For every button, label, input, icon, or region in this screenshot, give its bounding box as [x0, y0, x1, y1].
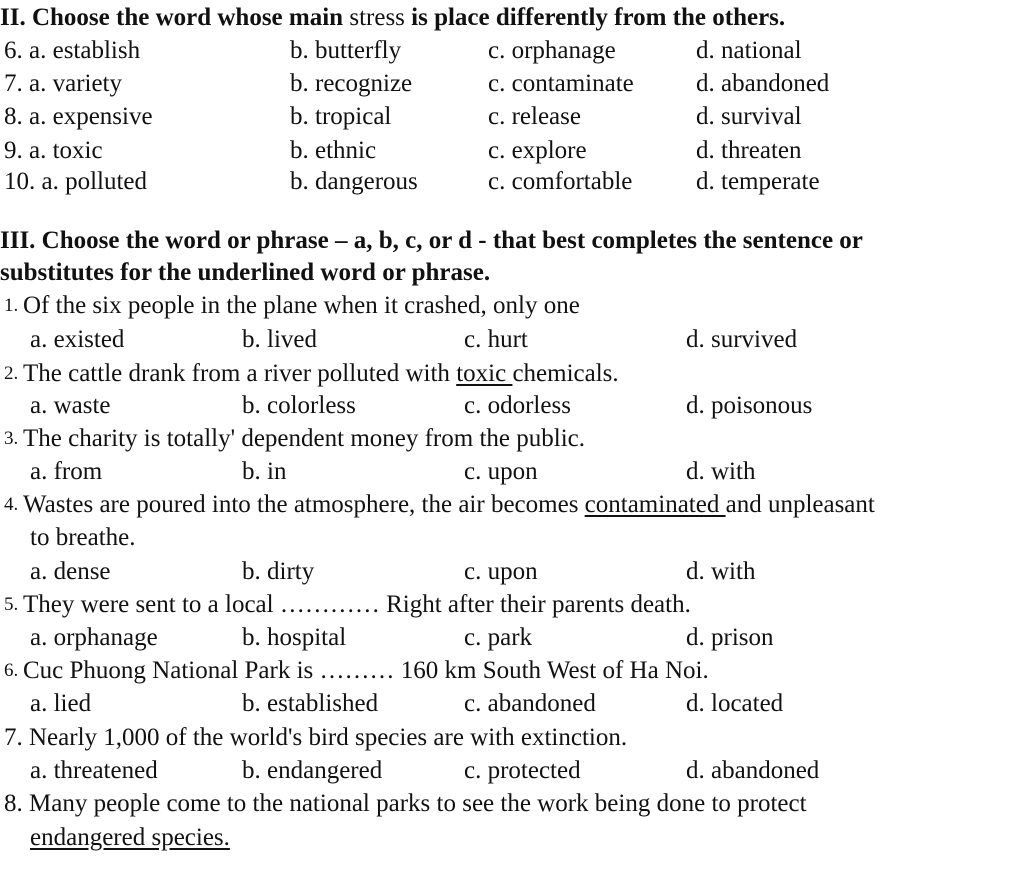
question-text	[23, 359, 619, 389]
option-a: 10. a. polluted	[4, 168, 148, 195]
option-a: a. existed	[30, 326, 125, 353]
question-text: They were sent to a local ………… Right after their parents death.	[23, 591, 691, 618]
option-b: b. hospital	[242, 624, 347, 651]
option-c: c. hurt	[464, 326, 528, 353]
option-c: c. odorless	[464, 392, 571, 419]
option-c: c. release	[488, 103, 581, 130]
question-number: 2.	[4, 363, 19, 384]
question-number: 3.	[4, 428, 19, 449]
question-text: 8. Many people come to the national parks to see the work being done to protect	[4, 790, 807, 817]
option-c: c. protected	[464, 757, 581, 784]
option-b: b. colorless	[242, 392, 356, 419]
option-b: b. endangered	[242, 757, 383, 784]
option-d: d. survived	[686, 326, 798, 353]
option-c: c. explore	[488, 137, 587, 164]
option-d: d. abandoned	[686, 757, 820, 784]
question-text: 7. Nearly 1,000 of the world's bird species are with extinction.	[4, 724, 628, 751]
title-part: II. Choose the word whose main	[0, 4, 350, 31]
option-a: 8. a. expensive	[4, 103, 153, 130]
option-c: c. abandoned	[464, 690, 596, 717]
option-a: 9. a. toxic	[4, 137, 103, 164]
question-number: 6.	[4, 660, 19, 681]
text-part: and unpleasant	[725, 491, 875, 518]
option-b: b. dirty	[242, 558, 315, 585]
option-b: b. recognize	[290, 70, 413, 97]
option-c: c. park	[464, 624, 533, 651]
text-part: chemicals.	[512, 360, 619, 387]
option-b: b. lived	[242, 326, 317, 353]
option-c: c. upon	[464, 558, 538, 585]
option-d: d. with	[686, 558, 756, 585]
option-d: d. prison	[686, 624, 774, 651]
option-a: a. dense	[30, 558, 111, 585]
underlined-phrase: endangered species.	[30, 824, 230, 851]
question-text: Of the six people in the plane when it crashed, only one	[23, 292, 580, 319]
title-part: is place differently from the others.	[404, 4, 786, 31]
question-text	[23, 490, 875, 520]
title-part: stress	[349, 4, 405, 31]
option-a: a. lied	[30, 690, 92, 717]
option-a: a. threatened	[30, 757, 158, 784]
option-d: d. poisonous	[686, 392, 813, 419]
option-b: b. established	[242, 690, 379, 717]
option-c: c. upon	[464, 458, 538, 485]
question-number: 5.	[4, 594, 19, 615]
underlined-word: toxic	[456, 360, 513, 387]
option-d: d. survival	[696, 103, 802, 130]
option-b: b. ethnic	[290, 137, 377, 164]
section-3-title: III. Choose the word or phrase – a, b, c, or d - that best completes the sentence or	[0, 227, 863, 254]
text-part: The cattle drank from a river polluted with	[23, 360, 457, 387]
option-a: a. from	[30, 458, 103, 485]
option-a: a. orphanage	[30, 624, 158, 651]
question-number: 1.	[4, 295, 19, 316]
question-number: 4.	[4, 494, 19, 515]
option-b: b. dangerous	[290, 168, 418, 195]
option-d: d. national	[696, 37, 802, 64]
option-a: 6. a. establish	[4, 37, 141, 64]
text-part: Wastes are poured into the atmosphere, the air becomes	[23, 491, 585, 518]
question-text: The charity is totally' dependent money from the public.	[23, 425, 585, 452]
option-c: c. comfortable	[488, 168, 633, 195]
option-d: d. located	[686, 690, 784, 717]
option-b: b. tropical	[290, 103, 392, 130]
option-b: b. in	[242, 458, 287, 485]
option-d: d. temperate	[696, 168, 820, 195]
option-c: c. orphanage	[488, 37, 616, 64]
option-d: d. threaten	[696, 137, 802, 164]
option-a: a. waste	[30, 392, 111, 419]
option-b: b. butterfly	[290, 37, 402, 64]
question-text: Cuc Phuong National Park is ……… 160 km South West of Ha Noi.	[23, 657, 709, 684]
option-a: 7. a. variety	[4, 70, 123, 97]
section-2-title	[0, 3, 785, 35]
option-c: c. contaminate	[488, 70, 634, 97]
question-text: to breathe.	[30, 524, 136, 551]
option-d: d. with	[686, 458, 756, 485]
section-3-subtitle: substitutes for the underlined word or phrase.	[0, 259, 491, 286]
underlined-word: contaminated	[584, 491, 726, 518]
option-d: d. abandoned	[696, 70, 830, 97]
